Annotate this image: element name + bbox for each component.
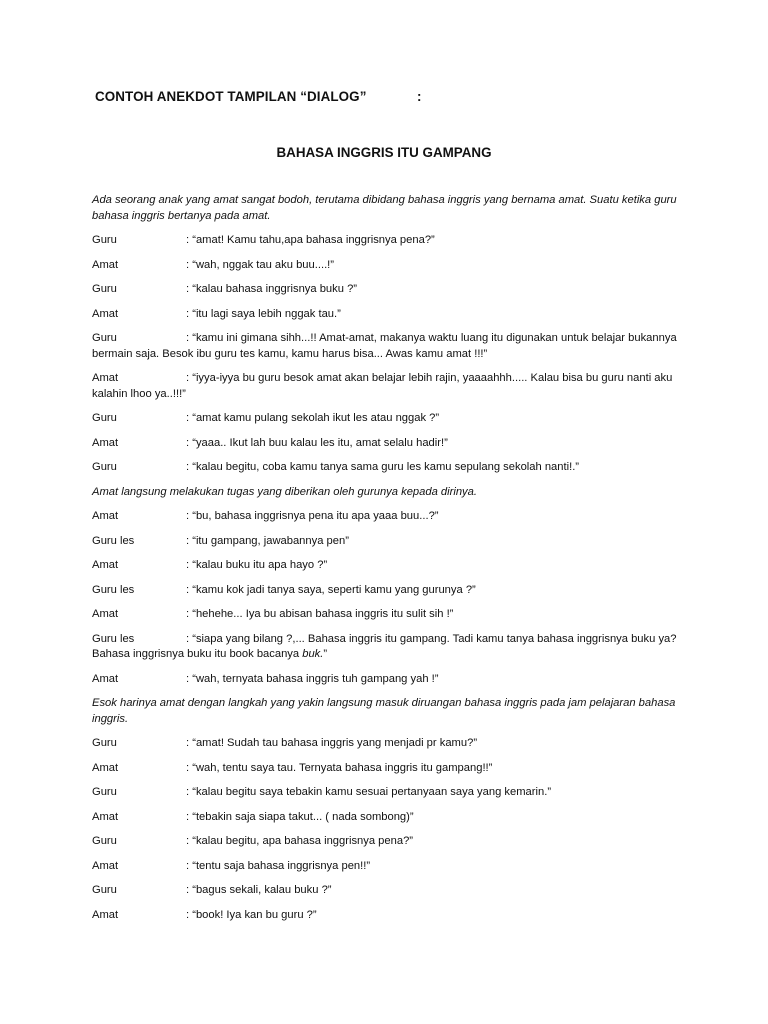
dialog-text	[92, 534, 678, 550]
utterance-italic: buk.	[302, 648, 324, 660]
dialog-text	[92, 411, 678, 427]
dialog-line	[92, 371, 678, 402]
dialog-line	[92, 607, 678, 623]
dialog-text	[92, 583, 678, 599]
dialog-line	[92, 672, 678, 688]
utterance: : “kamu kok jadi tanya saya, seperti kamu yang gurunya ?”	[186, 583, 476, 596]
dialog-text	[92, 761, 678, 777]
heading-text: CONTOH ANEKDOT TAMPILAN “DIALOG”	[95, 89, 367, 104]
dialog-line	[92, 436, 678, 452]
speaker-label: Amat	[92, 608, 119, 620]
dialog-line	[92, 859, 678, 875]
utterance: : “itu gampang, jawabannya pen”	[186, 534, 349, 547]
utterance: : “wah, nggak tau aku buu....!”	[186, 258, 335, 271]
story-body	[92, 193, 678, 932]
utterance: : “amat! Kamu tahu,apa bahasa inggrisnya pena?”	[186, 234, 435, 246]
speaker-label: Amat	[92, 372, 119, 384]
speaker-label: Amat	[92, 672, 119, 685]
speaker-label: Guru	[92, 884, 117, 896]
dialog-text	[92, 859, 678, 875]
speaker-label: Amat	[92, 559, 119, 571]
speaker-label: Guru les	[92, 583, 135, 596]
speaker-label: Amat	[92, 761, 119, 774]
dialog-text	[92, 282, 678, 298]
speaker-label: Amat	[92, 258, 119, 271]
narration-paragraph: Esok harinya amat dengan langkah yang yakin langsung masuk diruangan bahasa inggris pada jam pelajaran bahasa inggris.	[92, 697, 676, 725]
utterance: : “kalau begitu, apa bahasa inggrisnya pena?”	[186, 835, 414, 847]
speaker-label: Guru	[92, 786, 117, 798]
dialog-line	[92, 282, 678, 298]
dialog-text	[92, 908, 678, 924]
speaker-label: Amat	[92, 810, 119, 823]
dialog-text	[92, 785, 678, 801]
speaker-label: Amat	[92, 908, 119, 921]
narration-paragraph: Amat langsung melakukan tugas yang diberikan oleh gurunya kepada dirinya.	[92, 485, 477, 498]
utterance: : “kalau buku itu apa hayo ?”	[186, 559, 328, 571]
speaker-label: Guru	[92, 332, 117, 344]
utterance: : “bagus sekali, kalau buku ?”	[186, 884, 332, 896]
speaker-label: Guru	[92, 737, 117, 749]
utterance: : “tentu saja bahasa inggrisnya pen!!”	[186, 859, 371, 872]
dialog-line	[92, 411, 678, 427]
utterance: : “kalau bahasa inggrisnya buku ?”	[186, 283, 358, 295]
speaker-label: Guru	[92, 283, 117, 295]
document-heading	[95, 89, 695, 104]
dialog-line	[92, 460, 678, 476]
utterance: : “kamu ini gimana sihh...!! Amat-amat, makanya waktu luang itu digunakan untuk belajar bukannya bermain saja. Besok ibu guru tes kamu, kamu harus bisa... Awas kamu amat !!!”	[92, 332, 677, 360]
dialog-text	[92, 509, 678, 525]
dialog-text	[92, 460, 678, 476]
dialog-text	[92, 883, 678, 899]
dialog-line	[92, 509, 678, 525]
dialog-line	[92, 761, 678, 777]
utterance: : “wah, ternyata bahasa inggris tuh gampang yah !”	[186, 672, 439, 685]
utterance: : “hehehe... Iya bu abisan bahasa inggris itu sulit sih !”	[186, 608, 454, 620]
dialog-text	[92, 736, 678, 752]
dialog-text	[92, 810, 678, 826]
speaker-label: Guru les	[92, 534, 135, 547]
dialog-text	[92, 371, 678, 402]
utterance: : “amat kamu pulang sekolah ikut les atau nggak ?”	[186, 412, 440, 424]
utterance-tail: ”	[323, 648, 328, 660]
dialog-line	[92, 736, 678, 752]
dialog-line	[92, 785, 678, 801]
dialog-text	[92, 632, 678, 663]
dialog-text	[92, 331, 678, 362]
story-title: BAHASA INGGRIS ITU GAMPANG	[276, 145, 492, 160]
dialog-line	[92, 908, 678, 924]
dialog-text	[92, 233, 678, 249]
speaker-label: Guru	[92, 412, 117, 424]
dialog-line	[92, 534, 678, 550]
utterance: : “yaaa.. Ikut lah buu kalau les itu, amat selalu hadir!”	[186, 436, 448, 449]
utterance: : “amat! Sudah tau bahasa inggris yang menjadi pr kamu?”	[186, 737, 478, 749]
dialog-line	[92, 233, 678, 249]
utterance: : “itu lagi saya lebih nggak tau.”	[186, 307, 341, 320]
speaker-label: Guru	[92, 835, 117, 847]
speaker-label: Amat	[92, 510, 119, 522]
utterance: : “bu, bahasa inggrisnya pena itu apa yaaa buu...?”	[186, 510, 439, 522]
dialog-line	[92, 632, 678, 663]
narration-paragraph: Ada seorang anak yang amat sangat bodoh, terutama dibidang bahasa inggris yang bernama amat. Suatu ketika guru bahasa inggris bertanya pada amat.	[92, 194, 677, 222]
dialog-text	[92, 558, 678, 574]
dialog-text	[92, 607, 678, 623]
dialog-line	[92, 810, 678, 826]
dialog-line	[92, 583, 678, 599]
speaker-label: Guru	[92, 234, 117, 246]
dialog-text	[92, 436, 678, 452]
utterance: : “wah, tentu saya tau. Ternyata bahasa inggris itu gampang!!”	[186, 761, 493, 774]
speaker-label: Amat	[92, 436, 119, 449]
dialog-line	[92, 258, 678, 274]
dialog-text	[92, 307, 678, 323]
dialog-line	[92, 558, 678, 574]
dialog-line	[92, 834, 678, 850]
utterance: : “kalau begitu saya tebakin kamu sesuai pertanyaan saya yang kemarin.”	[186, 786, 552, 798]
dialog-text	[92, 672, 678, 688]
utterance: : “tebakin saja siapa takut... ( nada sombong)”	[186, 810, 414, 823]
utterance: : “siapa yang bilang ?,... Bahasa inggris itu gampang. Tadi kamu tanya bahasa inggrisnya buku ya? Bahasa inggrisnya buku itu book bacanya	[92, 632, 677, 660]
utterance: : “kalau begitu, coba kamu tanya sama guru les kamu sepulang sekolah nanti!.”	[186, 461, 580, 473]
speaker-label: Amat	[92, 307, 119, 320]
dialog-line	[92, 883, 678, 899]
dialog-text	[92, 834, 678, 850]
speaker-label: Guru	[92, 461, 117, 473]
utterance: : “book! Iya kan bu guru ?”	[186, 908, 317, 921]
heading-colon: :	[417, 89, 422, 104]
utterance: : “iyya-iyya bu guru besok amat akan belajar lebih rajin, yaaaahhh..... Kalau bisa bu guru nanti aku kalahin lhoo ya..!!!”	[92, 372, 673, 400]
speaker-label: Amat	[92, 859, 119, 872]
dialog-text	[92, 258, 678, 274]
dialog-line	[92, 331, 678, 362]
dialog-line	[92, 307, 678, 323]
speaker-label: Guru les	[92, 632, 135, 645]
